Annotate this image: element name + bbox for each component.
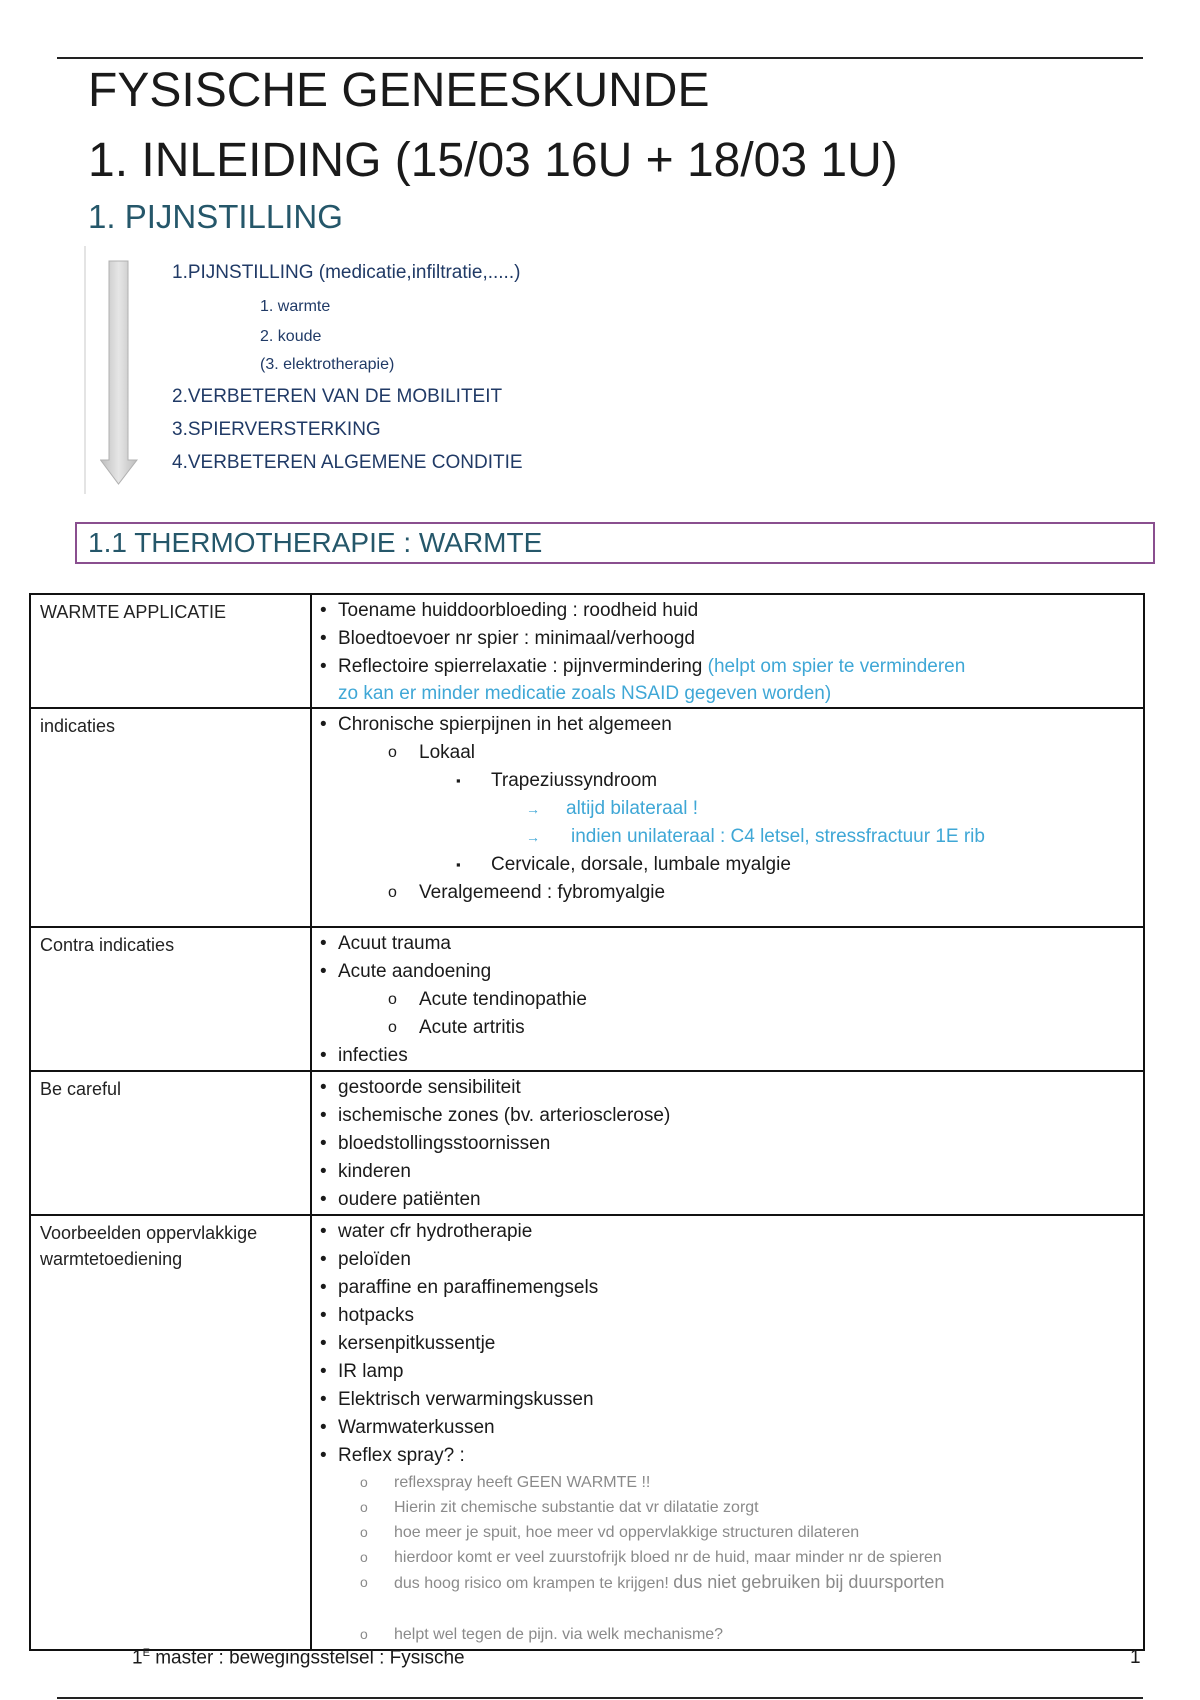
list-item: • oudere patiënten bbox=[320, 1186, 1143, 1214]
list-item: • gestoorde sensibiliteit bbox=[320, 1074, 1143, 1102]
subsection-heading-box bbox=[75, 522, 1155, 564]
list-item: o helpt wel tegen de pijn. via welk mechanisme? bbox=[320, 1622, 1143, 1647]
footer-year-suffix: E bbox=[142, 1647, 150, 1659]
step-spierversterking: 3.SPIERVERSTERKING bbox=[172, 419, 381, 440]
list-item: o Acute artritis bbox=[320, 1014, 1143, 1042]
step-pijnstilling: 1.PIJNSTILLING (medicatie,infiltratie,.....) bbox=[172, 262, 521, 283]
row-label: indicaties bbox=[30, 708, 311, 927]
table-row bbox=[30, 708, 1144, 927]
treatment-steps-diagram bbox=[84, 244, 564, 494]
substep-warmte: 1. warmte bbox=[260, 298, 331, 315]
document-title: FYSISCHE GENEESKUNDE bbox=[88, 64, 710, 117]
row-content bbox=[311, 1215, 1144, 1650]
list-item: • IR lamp bbox=[320, 1358, 1143, 1386]
list-item: • Toename huiddoorbloeding : roodheid huid bbox=[320, 597, 1143, 625]
table-row bbox=[30, 927, 1144, 1071]
list-item: • water cfr hydrotherapie bbox=[320, 1218, 1143, 1246]
diagram-border bbox=[84, 246, 86, 494]
row-content bbox=[311, 708, 1144, 927]
chapter-heading: 1. INLEIDING (15/03 16U + 18/03 1U) bbox=[88, 134, 898, 187]
list-item: o Veralgemeend : fybromyalgie bbox=[320, 879, 1143, 907]
list-item: • Acuut trauma bbox=[320, 930, 1143, 958]
blank-line bbox=[320, 1596, 1143, 1622]
list-item: • hotpacks bbox=[320, 1302, 1143, 1330]
list-item: • bloedstollingsstoornissen bbox=[320, 1130, 1143, 1158]
list-item: ▪ Trapeziussyndroom bbox=[320, 767, 1143, 795]
row-label: Be careful bbox=[30, 1071, 311, 1215]
table-row bbox=[30, 594, 1144, 708]
section-heading: 1. PIJNSTILLING bbox=[88, 198, 343, 235]
step-mobiliteit: 2.VERBETEREN VAN DE MOBILITEIT bbox=[172, 386, 503, 407]
table-row bbox=[30, 1071, 1144, 1215]
down-arrow-icon bbox=[100, 260, 138, 485]
row-content bbox=[311, 927, 1144, 1071]
list-item: • Bloedtoevoer nr spier : minimaal/verhoogd bbox=[320, 625, 1143, 653]
list-item-text-emphasis: dus niet gebruiken bij duursporten bbox=[673, 1572, 945, 1592]
row-content bbox=[311, 594, 1144, 708]
list-item: • kersenpitkussentje bbox=[320, 1330, 1143, 1358]
page-footer bbox=[132, 1647, 465, 1669]
row-label: Voorbeelden oppervlakkige warmtetoediening bbox=[30, 1215, 311, 1650]
list-item: o Acute tendinopathie bbox=[320, 986, 1143, 1014]
footer-text: master : bewegingsstelsel : Fysische bbox=[149, 1647, 465, 1669]
list-item: o hierdoor komt er veel zuurstofrijk bloed nr de huid, maar minder nr de spieren bbox=[320, 1545, 1143, 1570]
list-item-text: Reflectoire spierrelaxatie : pijnvermindering bbox=[338, 656, 703, 677]
list-item: o Hierin zit chemische substantie dat vr dilatatie zorgt bbox=[320, 1495, 1143, 1520]
top-rule bbox=[57, 57, 1143, 59]
list-item: o hoe meer je spuit, hoe meer vd oppervlakkige structuren dilateren bbox=[320, 1520, 1143, 1545]
row-label: WARMTE APPLICATIE bbox=[30, 594, 311, 708]
list-item-note: (helpt om spier te verminderen bbox=[707, 656, 966, 677]
substep-koude: 2. koude bbox=[260, 328, 322, 345]
list-item: • peloïden bbox=[320, 1246, 1143, 1274]
list-item: • ischemische zones (bv. arteriosclerose) bbox=[320, 1102, 1143, 1130]
row-label: Contra indicaties bbox=[30, 927, 311, 1071]
list-item: • paraffine en paraffinemengsels bbox=[320, 1274, 1143, 1302]
list-item: • Warmwaterkussen bbox=[320, 1414, 1143, 1442]
list-item: o Lokaal bbox=[320, 739, 1143, 767]
footer-year: 1 bbox=[132, 1647, 143, 1669]
table-row bbox=[30, 1215, 1144, 1650]
list-item bbox=[320, 1570, 1143, 1596]
list-item: • kinderen bbox=[320, 1158, 1143, 1186]
list-item bbox=[320, 653, 1143, 681]
list-item: ▪ Cervicale, dorsale, lumbale myalgie bbox=[320, 851, 1143, 879]
list-item: • Chronische spierpijnen in het algemeen bbox=[320, 711, 1143, 739]
subsection-heading: 1.1 THERMOTHERAPIE : WARMTE bbox=[88, 527, 543, 558]
thermotherapie-table bbox=[29, 593, 1145, 1651]
bottom-rule bbox=[57, 1697, 1143, 1699]
list-item: → indien unilateraal : C4 letsel, stressfractuur 1E rib bbox=[320, 823, 1143, 851]
list-item: • Acute aandoening bbox=[320, 958, 1143, 986]
list-item: → altijd bilateraal ! bbox=[320, 795, 1143, 823]
substep-elektrotherapie: (3. elektrotherapie) bbox=[260, 356, 395, 373]
row-content bbox=[311, 1071, 1144, 1215]
list-item: • Reflex spray? : bbox=[320, 1442, 1143, 1470]
list-item-text: dus hoog risico om krampen te krijgen! bbox=[394, 1575, 669, 1592]
step-conditie: 4.VERBETEREN ALGEMENE CONDITIE bbox=[172, 452, 523, 473]
list-item: • Elektrisch verwarmingskussen bbox=[320, 1386, 1143, 1414]
list-item-note-continued: zo kan er minder medicatie zoals NSAID gegeven worden) bbox=[338, 683, 832, 704]
list-item: o reflexspray heeft GEEN WARMTE !! bbox=[320, 1470, 1143, 1495]
list-item: • infecties bbox=[320, 1042, 1143, 1070]
page-number: 1 bbox=[1130, 1647, 1141, 1668]
